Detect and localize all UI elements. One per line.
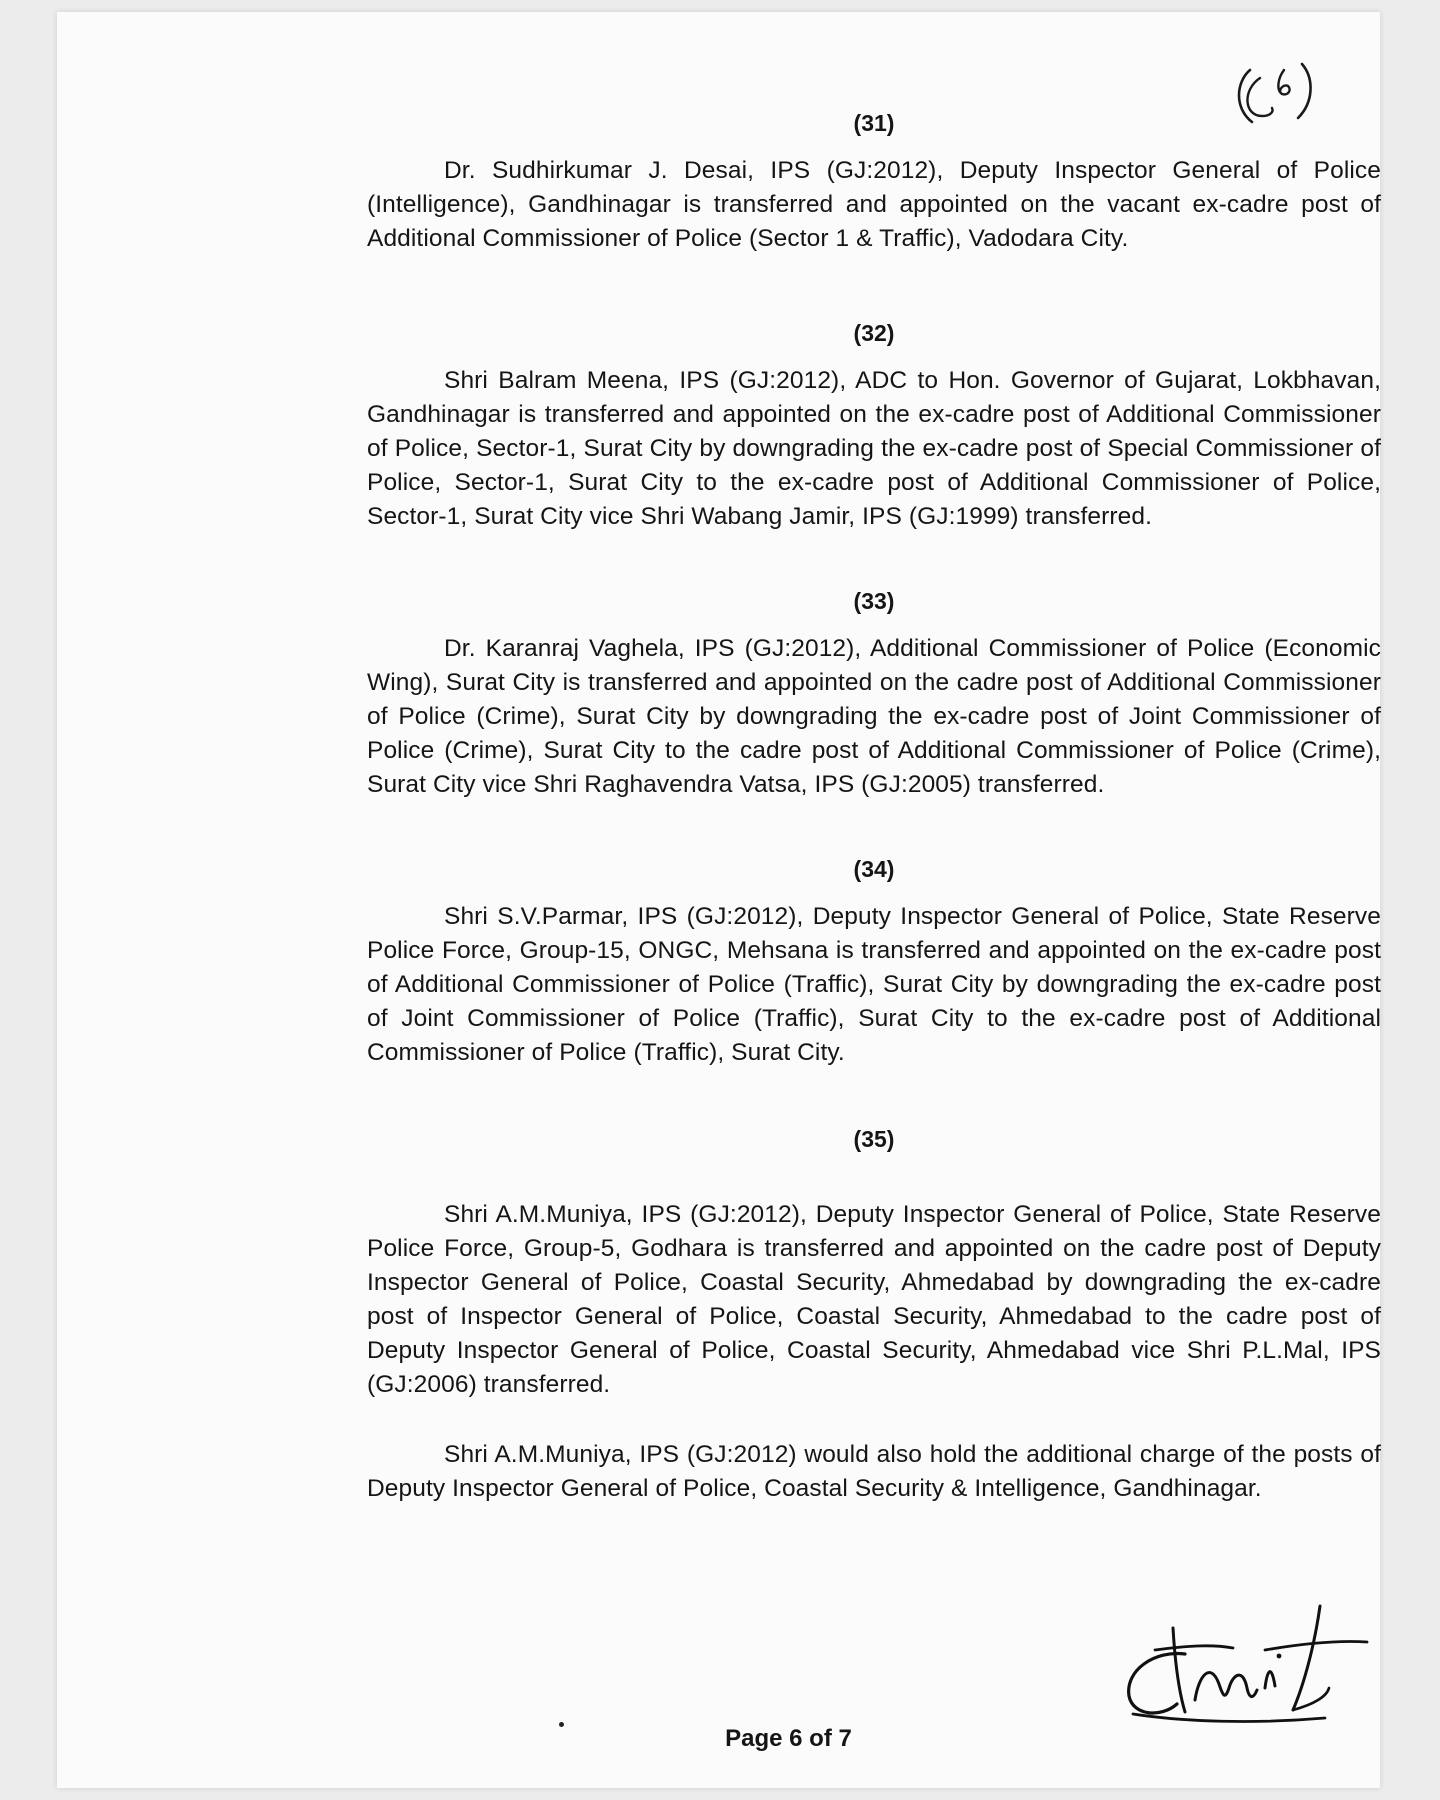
section-paragraph: Shri A.M.Muniya, IPS (GJ:2012), Deputy Inspector General of Police, State Reserve Police Force, Group-5, Godhara is transferred and appointed on the cadre post of Deputy Inspector General of Police, Coastal Security, Ahmedabad by downgrading the ex-cadre post of Inspector General of Police, Coastal Security, Ahmedabad to the cadre post of Deputy Inspector General of Police, Coastal Security, Ahmedabad vice Shri P.L.Mal, IPS (GJ:2006) transferred. [367, 1201, 1381, 1398]
footer-page-prefix: Page [725, 1725, 790, 1752]
page-footer [57, 1725, 1380, 1753]
signature [1115, 1592, 1377, 1737]
footer-page-current: 6 [789, 1725, 803, 1752]
section-number: (34) [853, 856, 895, 882]
footer-page-total: 7 [838, 1725, 852, 1752]
footer-page-middle: of [802, 1725, 839, 1752]
order-body [367, 108, 1381, 1506]
section-number: (35) [853, 1126, 895, 1152]
section-paragraph: Shri Balram Meena, IPS (GJ:2012), ADC to Hon. Governor of Gujarat, Lokbhavan, Gandhinagar is transferred and appointed on the ex-cadre post of Additional Commissioner of Police, Sector-1, Surat City by downgrading the ex-cadre post of Special Commissioner of Police, Sector-1, Surat City to the ex-cadre post of Additional Commissioner of Police, Sector-1, Surat City vice Shri Wabang Jamir, IPS (GJ:1999) transferred. [367, 367, 1381, 530]
section-33 [367, 586, 1381, 802]
section-paragraph: Dr. Sudhirkumar J. Desai, IPS (GJ:2012), Deputy Inspector General of Police (Intelligence), Gandhinagar is transferred and appointed on the vacant ex-cadre post of Additional Commissioner of Police (Sector 1 & Traffic), Vadodara City. [367, 157, 1381, 252]
section-paragraph: Shri S.V.Parmar, IPS (GJ:2012), Deputy Inspector General of Police, State Reserve Police Force, Group-15, ONGC, Mehsana is transferred and appointed on the ex-cadre post of Additional Commissioner of Police (Traffic), Surat City by downgrading the ex-cadre post of Joint Commissioner of Police (Traffic), Surat City to the ex-cadre post of Additional Commissioner of Police (Traffic), Surat City. [367, 903, 1381, 1066]
section-31 [367, 108, 1381, 256]
scan-speck [559, 1722, 564, 1727]
document-page [57, 12, 1380, 1788]
section-number: (32) [853, 320, 895, 346]
section-35 [367, 1124, 1381, 1506]
section-number: (33) [853, 588, 895, 614]
section-number: (31) [853, 110, 895, 136]
section-34 [367, 854, 1381, 1070]
section-paragraph-additional-charge: Shri A.M.Muniya, IPS (GJ:2012) would also hold the additional charge of the posts of Deputy Inspector General of Police, Coastal Security & Intelligence, Gandhinagar. [367, 1441, 1381, 1502]
section-paragraph: Dr. Karanraj Vaghela, IPS (GJ:2012), Additional Commissioner of Police (Economic Wing), Surat City is transferred and appointed on the cadre post of Additional Commissioner of Police (Crime), Surat City by downgrading the ex-cadre post of Joint Commissioner of Police (Crime), Surat City to the cadre post of Additional Commissioner of Police (Crime), Surat City vice Shri Raghavendra Vatsa, IPS (GJ:2005) transferred. [367, 635, 1381, 798]
section-32 [367, 318, 1381, 534]
